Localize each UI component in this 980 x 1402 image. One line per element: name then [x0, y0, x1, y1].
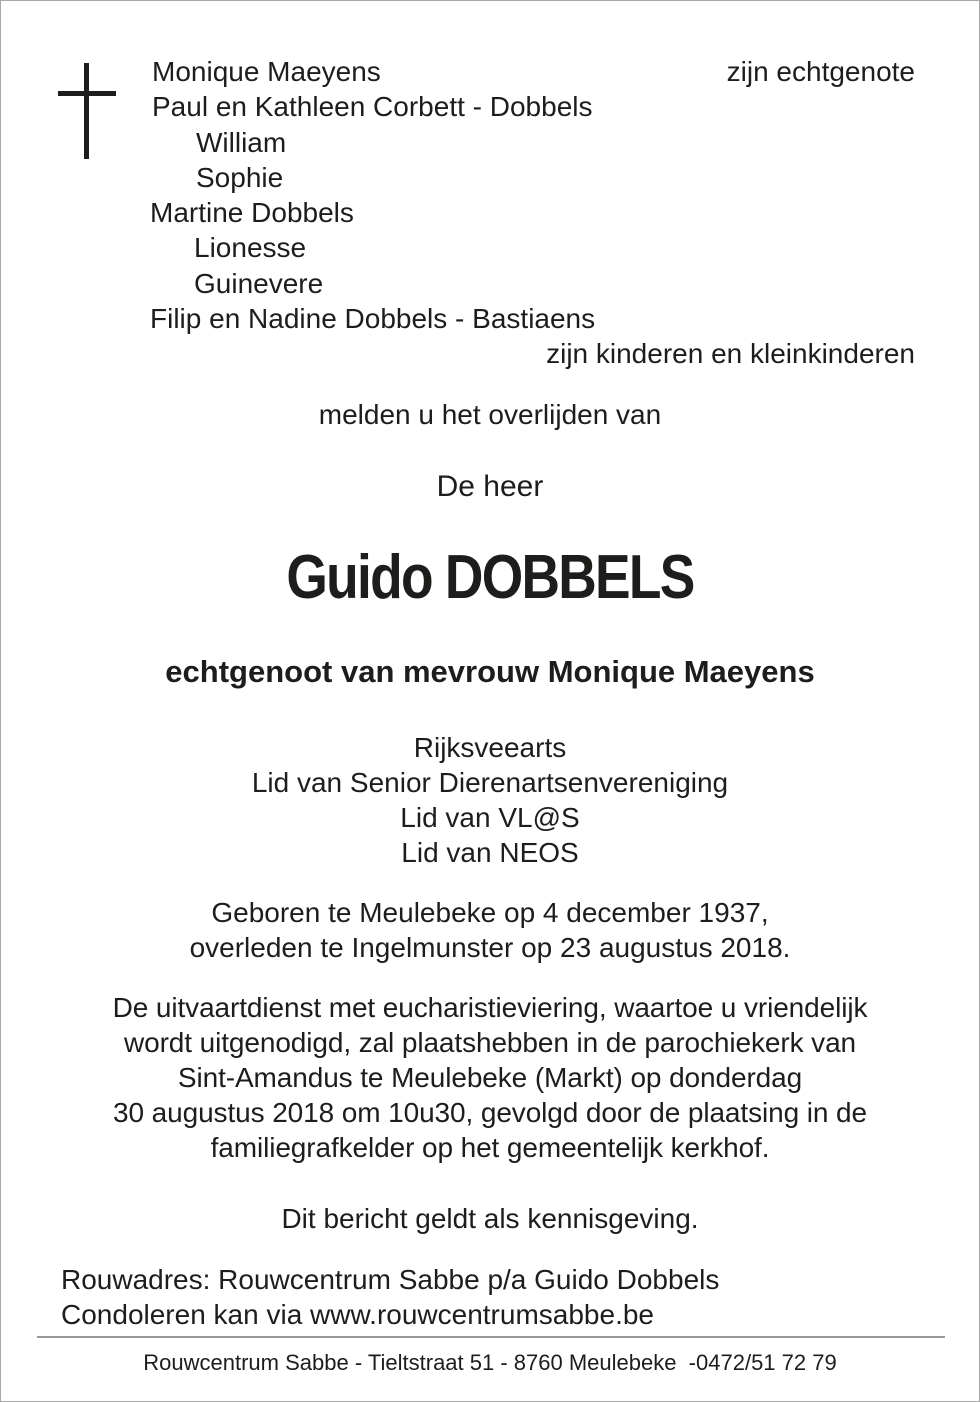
death-line: overleden te Ingelmunster op 23 augustus 2018.: [189, 932, 791, 963]
ceremony-block: [1, 990, 979, 1165]
condolences-line: Condoleren kan via www.rouwcentrumsabbe.be: [61, 1299, 654, 1330]
divider: [37, 1336, 945, 1338]
family-member: Sophie: [196, 162, 284, 193]
announcement-text: melden u het overlijden van: [318, 399, 662, 430]
family-member: Lionesse: [194, 232, 307, 263]
family-member: Filip en Nadine Dobbels - Bastiaens: [150, 303, 596, 334]
birth-line: Geboren te Meulebeke op 4 december 1937,: [211, 897, 769, 928]
ceremony-line: wordt uitgenodigd, zal plaatshebben in de parochiekerk van: [123, 1027, 857, 1058]
deceased-name: Guido DOBBELS: [286, 543, 694, 612]
title-text: De heer: [436, 470, 544, 503]
spouse-line: echtgenoot van mevrouw Monique Maeyens: [165, 654, 815, 689]
ceremony-line: 30 augustus 2018 om 10u30, gevolgd door de plaatsing in de: [113, 1097, 867, 1128]
function-line: Lid van NEOS: [401, 837, 579, 868]
children-role: zijn kinderen en kleinkinderen: [546, 338, 915, 369]
spouse-role: zijn echtgenote: [726, 56, 915, 87]
mourning-address: Rouwadres: Rouwcentrum Sabbe p/a Guido Dobbels: [61, 1264, 720, 1295]
functions-list: [1, 730, 979, 870]
ceremony-line: Sint-Amandus te Meulebeke (Markt) op donderdag: [177, 1062, 803, 1093]
cross-icon: [58, 63, 116, 159]
function-line: Lid van Senior Dierenartsenvereniging: [251, 767, 729, 798]
address-block: [61, 1262, 719, 1332]
footer-text: Rouwcentrum Sabbe - Tieltstraat 51 - 8760 Meulebeke -0472/51 72 79: [143, 1350, 837, 1375]
family-member: Guinevere: [194, 268, 324, 299]
family-member: Martine Dobbels: [150, 197, 354, 228]
notice-text: Dit bericht geldt als kennisgeving.: [281, 1203, 699, 1234]
function-line: Lid van VL@S: [400, 802, 580, 833]
ceremony-line: De uitvaartdienst met eucharistieviering, waartoe u vriendelijk: [112, 992, 868, 1023]
family-member: Paul en Kathleen Corbett - Dobbels: [152, 91, 593, 122]
function-line: Rijksveearts: [413, 732, 567, 763]
spouse-name: Monique Maeyens: [152, 56, 381, 87]
ceremony-line: familiegrafkelder op het gemeentelijk kerkhof.: [210, 1132, 770, 1163]
family-member: William: [196, 127, 287, 158]
dates-block: [1, 895, 979, 965]
